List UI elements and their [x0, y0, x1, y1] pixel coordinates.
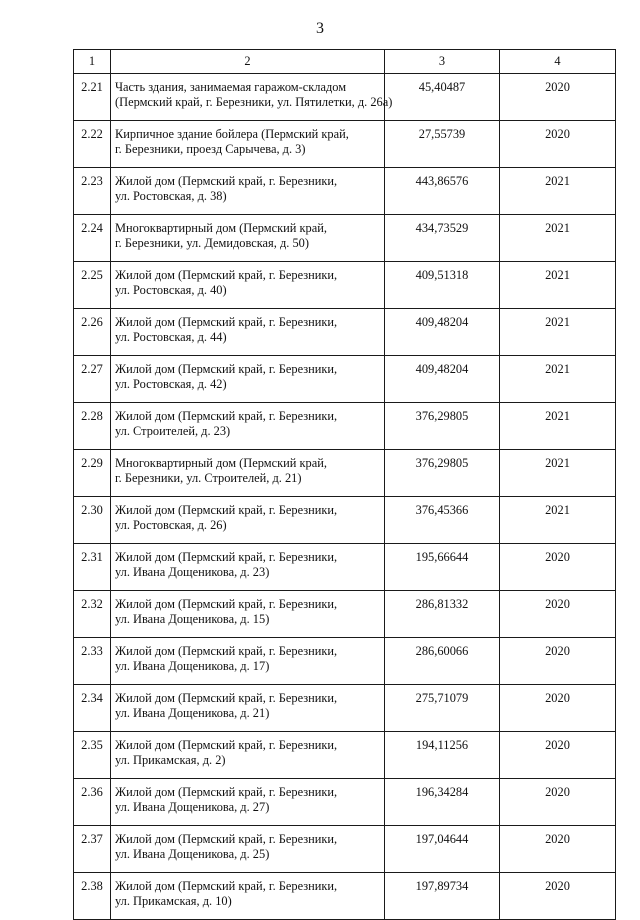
year-cell: 2020 [500, 779, 616, 826]
table-row [74, 685, 616, 732]
object-name-line-2: ул. Ивана Дощеникова, д. 23) [115, 565, 270, 579]
year-cell: 2021 [500, 450, 616, 497]
object-name-cell [111, 826, 385, 873]
header-row [74, 50, 616, 74]
value-cell: 27,55739 [385, 121, 500, 168]
object-name-cell [111, 544, 385, 591]
row-number-cell: 2.29 [74, 450, 111, 497]
object-name-cell [111, 779, 385, 826]
object-name-line-1: Многоквартирный дом (Пермский край, [115, 221, 327, 235]
object-name-line-2: ул. Строителей, д. 23) [115, 424, 231, 438]
year-cell: 2021 [500, 215, 616, 262]
object-name-cell [111, 403, 385, 450]
value-cell: 197,04644 [385, 826, 500, 873]
row-number-cell: 2.24 [74, 215, 111, 262]
row-number-cell: 2.31 [74, 544, 111, 591]
object-name-line-2: ул. Ивана Дощеникова, д. 21) [115, 706, 270, 720]
object-name-line-2: (Пермский край, г. Березники, ул. Пятилетки, д. 26а) [115, 95, 393, 109]
value-cell: 197,89734 [385, 873, 500, 920]
table-row [74, 873, 616, 920]
year-cell: 2020 [500, 544, 616, 591]
header-col-1: 1 [74, 50, 111, 74]
object-name-line-2: г. Березники, ул. Демидовская, д. 50) [115, 236, 309, 250]
object-name-line-1: Жилой дом (Пермский край, г. Березники, [115, 738, 338, 752]
object-name-line-2: ул. Ростовская, д. 38) [115, 189, 227, 203]
year-cell: 2021 [500, 168, 616, 215]
value-cell: 376,45366 [385, 497, 500, 544]
value-cell: 286,60066 [385, 638, 500, 685]
year-cell: 2021 [500, 403, 616, 450]
value-cell: 195,66644 [385, 544, 500, 591]
year-cell: 2020 [500, 685, 616, 732]
table-row [74, 732, 616, 779]
object-name-line-2: ул. Ростовская, д. 44) [115, 330, 227, 344]
value-cell: 376,29805 [385, 403, 500, 450]
object-name-line-1: Жилой дом (Пермский край, г. Березники, [115, 174, 338, 188]
object-name-line-2: ул. Ростовская, д. 42) [115, 377, 227, 391]
value-cell: 409,48204 [385, 356, 500, 403]
object-name-cell [111, 356, 385, 403]
object-name-cell [111, 497, 385, 544]
object-name-cell [111, 262, 385, 309]
value-cell: 275,71079 [385, 685, 500, 732]
value-cell: 434,73529 [385, 215, 500, 262]
object-name-line-1: Многоквартирный дом (Пермский край, [115, 456, 327, 470]
object-name-line-1: Жилой дом (Пермский край, г. Березники, [115, 879, 338, 893]
header-col-4: 4 [500, 50, 616, 74]
object-name-cell [111, 74, 393, 121]
table-row [74, 309, 616, 356]
value-cell: 196,34284 [385, 779, 500, 826]
object-name-line-2: ул. Прикамская, д. 10) [115, 894, 232, 908]
table-row [74, 591, 616, 638]
row-number-cell: 2.35 [74, 732, 111, 779]
object-name-cell [111, 309, 385, 356]
table-row [74, 638, 616, 685]
year-cell: 2021 [500, 497, 616, 544]
object-name-line-1: Жилой дом (Пермский край, г. Березники, [115, 785, 338, 799]
object-name-line-2: г. Березники, проезд Сарычева, д. 3) [115, 142, 306, 156]
object-name-line-1: Жилой дом (Пермский край, г. Березники, [115, 691, 338, 705]
object-name-cell [111, 121, 385, 168]
row-number-cell: 2.33 [74, 638, 111, 685]
object-name-line-2: г. Березники, ул. Строителей, д. 21) [115, 471, 302, 485]
row-number-cell: 2.37 [74, 826, 111, 873]
row-number-cell: 2.34 [74, 685, 111, 732]
table-row [74, 356, 616, 403]
row-number-cell: 2.30 [74, 497, 111, 544]
object-name-line-1: Часть здания, занимаемая гаражом-складом [115, 80, 347, 94]
header-col-3: 3 [385, 50, 500, 74]
value-cell: 194,11256 [385, 732, 500, 779]
row-number-cell: 2.22 [74, 121, 111, 168]
table-row [74, 262, 616, 309]
object-name-line-2: ул. Ивана Дощеникова, д. 25) [115, 847, 270, 861]
object-name-line-1: Жилой дом (Пермский край, г. Березники, [115, 550, 338, 564]
object-name-line-1: Жилой дом (Пермский край, г. Березники, [115, 268, 338, 282]
object-name-cell [111, 873, 385, 920]
object-name-line-1: Жилой дом (Пермский край, г. Березники, [115, 362, 338, 376]
row-number-cell: 2.25 [74, 262, 111, 309]
table-row [74, 121, 616, 168]
year-cell: 2021 [500, 262, 616, 309]
year-cell: 2020 [500, 591, 616, 638]
row-number-cell: 2.36 [74, 779, 111, 826]
objects-table [73, 49, 616, 920]
object-name-cell [111, 215, 385, 262]
row-number-cell: 2.28 [74, 403, 111, 450]
object-name-line-2: ул. Ивана Дощеникова, д. 17) [115, 659, 270, 673]
table-row [74, 450, 616, 497]
object-name-line-1: Жилой дом (Пермский край, г. Березники, [115, 315, 338, 329]
value-cell: 286,81332 [385, 591, 500, 638]
year-cell: 2021 [500, 356, 616, 403]
object-name-line-1: Жилой дом (Пермский край, г. Березники, [115, 409, 338, 423]
table-row [74, 215, 616, 262]
value-cell: 409,48204 [385, 309, 500, 356]
page-number: 3 [316, 20, 324, 37]
year-cell: 2020 [500, 826, 616, 873]
header-col-2: 2 [111, 50, 385, 74]
table-row [74, 779, 616, 826]
object-name-line-2: ул. Ростовская, д. 40) [115, 283, 227, 297]
table-row [74, 403, 616, 450]
object-name-line-1: Жилой дом (Пермский край, г. Березники, [115, 597, 338, 611]
value-cell: 409,51318 [385, 262, 500, 309]
value-cell: 45,40487 [385, 74, 500, 121]
object-name-cell [111, 168, 385, 215]
value-cell: 443,86576 [385, 168, 500, 215]
row-number-cell: 2.32 [74, 591, 111, 638]
year-cell: 2020 [500, 121, 616, 168]
object-name-cell [111, 591, 385, 638]
row-number-cell: 2.27 [74, 356, 111, 403]
object-name-line-2: ул. Ивана Дощеникова, д. 15) [115, 612, 270, 626]
object-name-cell [111, 638, 385, 685]
row-number-cell: 2.38 [74, 873, 111, 920]
row-number-cell: 2.23 [74, 168, 111, 215]
object-name-cell [111, 732, 385, 779]
row-number-cell: 2.21 [74, 74, 111, 121]
object-name-line-2: ул. Ивана Дощеникова, д. 27) [115, 800, 270, 814]
object-name-line-1: Жилой дом (Пермский край, г. Березники, [115, 503, 338, 517]
row-number-cell: 2.26 [74, 309, 111, 356]
object-name-line-1: Кирпичное здание бойлера (Пермский край, [115, 127, 349, 141]
table-row [74, 826, 616, 873]
table-row [74, 544, 616, 591]
table-row [74, 497, 616, 544]
table-body [74, 74, 616, 920]
year-cell: 2021 [500, 309, 616, 356]
table-row [74, 74, 616, 121]
object-name-line-2: ул. Ростовская, д. 26) [115, 518, 227, 532]
year-cell: 2020 [500, 732, 616, 779]
year-cell: 2020 [500, 638, 616, 685]
table-header [74, 50, 616, 74]
year-cell: 2020 [500, 74, 616, 121]
object-name-line-2: ул. Прикамская, д. 2) [115, 753, 226, 767]
value-cell: 376,29805 [385, 450, 500, 497]
year-cell: 2020 [500, 873, 616, 920]
object-name-cell [111, 685, 385, 732]
object-name-line-1: Жилой дом (Пермский край, г. Березники, [115, 644, 338, 658]
table-row [74, 168, 616, 215]
object-name-cell [111, 450, 385, 497]
object-name-line-1: Жилой дом (Пермский край, г. Березники, [115, 832, 338, 846]
